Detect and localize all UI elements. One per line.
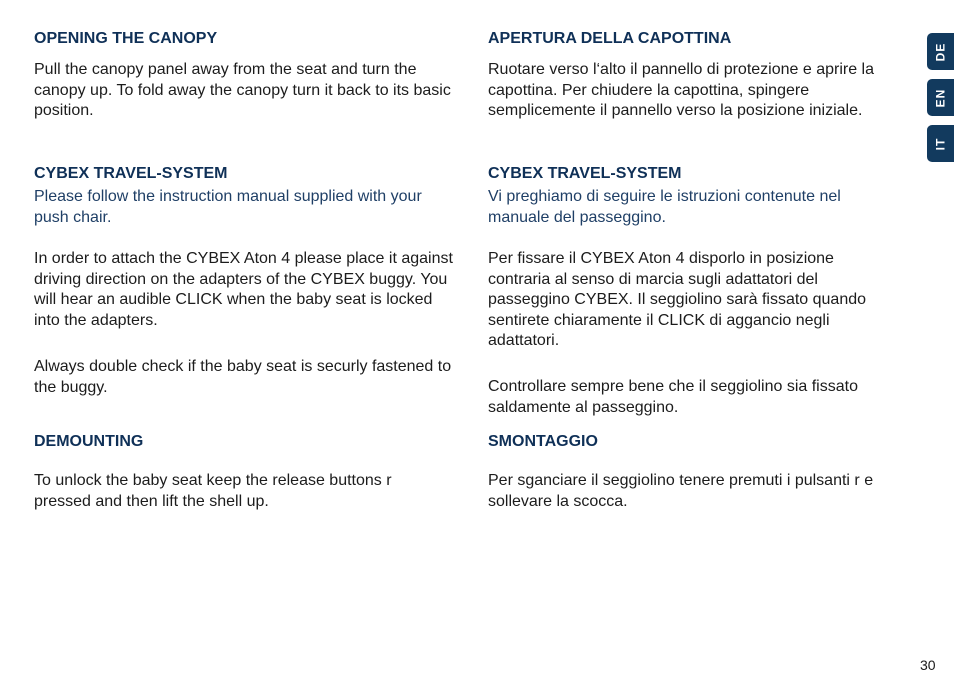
- travel-heading-it: CYBEX TRAVEL-SYSTEM: [488, 165, 682, 182]
- demount-heading-it: SMONTAGGIO: [488, 433, 598, 450]
- travel-text-it: Per fissare il CYBEX Aton 4 disporlo in posizione contraria al senso di marcia sugli adattatori del passeggino CYBEX. Il seggiolino sarà fissato quando sentirete chiaramente il CLICK di aggancio negli adattatori.: [488, 250, 867, 349]
- canopy-text-it: Ruotare verso l‘alto il pannello di protezione e aprire la capottina. Per chiudere la capottina, spingere semplicemente il pannello verso la posizione iniziale.: [488, 61, 874, 119]
- travel-intro-en: Please follow the instruction manual supplied with your push chair.: [34, 188, 422, 226]
- canopy-heading-it: APERTURA DELLA CAPOTTINA: [488, 30, 732, 47]
- tab-it-label: IT: [933, 137, 948, 150]
- tab-it[interactable]: [927, 125, 954, 162]
- demount-heading-en: DEMOUNTING: [34, 433, 144, 450]
- travel-check-en: Always double check if the baby seat is securly fastened to the buggy.: [34, 358, 452, 396]
- travel-text-en: In order to attach the CYBEX Aton 4 please place it against driving direction on the adapters of the CYBEX buggy. You will hear an audible CLICK when the baby seat is locked into the adapters.: [34, 250, 453, 329]
- tab-de[interactable]: [927, 33, 954, 70]
- demount-text-en: To unlock the baby seat keep the release buttons r pressed and then lift the shell up.: [34, 472, 392, 510]
- tab-de-label: DE: [933, 42, 948, 61]
- tab-en-label: EN: [933, 88, 948, 107]
- demount-text-it: Per sganciare il seggiolino tenere premuti i pulsanti r e sollevare la scocca.: [488, 472, 874, 510]
- travel-intro-it: Vi preghiamo di seguire le istruzioni contenute nel manuale del passeggino.: [488, 188, 841, 226]
- canopy-text-en: Pull the canopy panel away from the seat and turn the canopy up. To fold away the canopy turn it back to its basic position.: [34, 61, 451, 119]
- travel-heading-en: CYBEX TRAVEL-SYSTEM: [34, 165, 228, 182]
- tab-en[interactable]: [927, 79, 954, 116]
- travel-check-it: Controllare sempre bene che il seggiolino sia fissato saldamente al passeggino.: [488, 378, 858, 416]
- canopy-heading-en: OPENING THE CANOPY: [34, 30, 218, 47]
- page-number: 30: [920, 657, 936, 673]
